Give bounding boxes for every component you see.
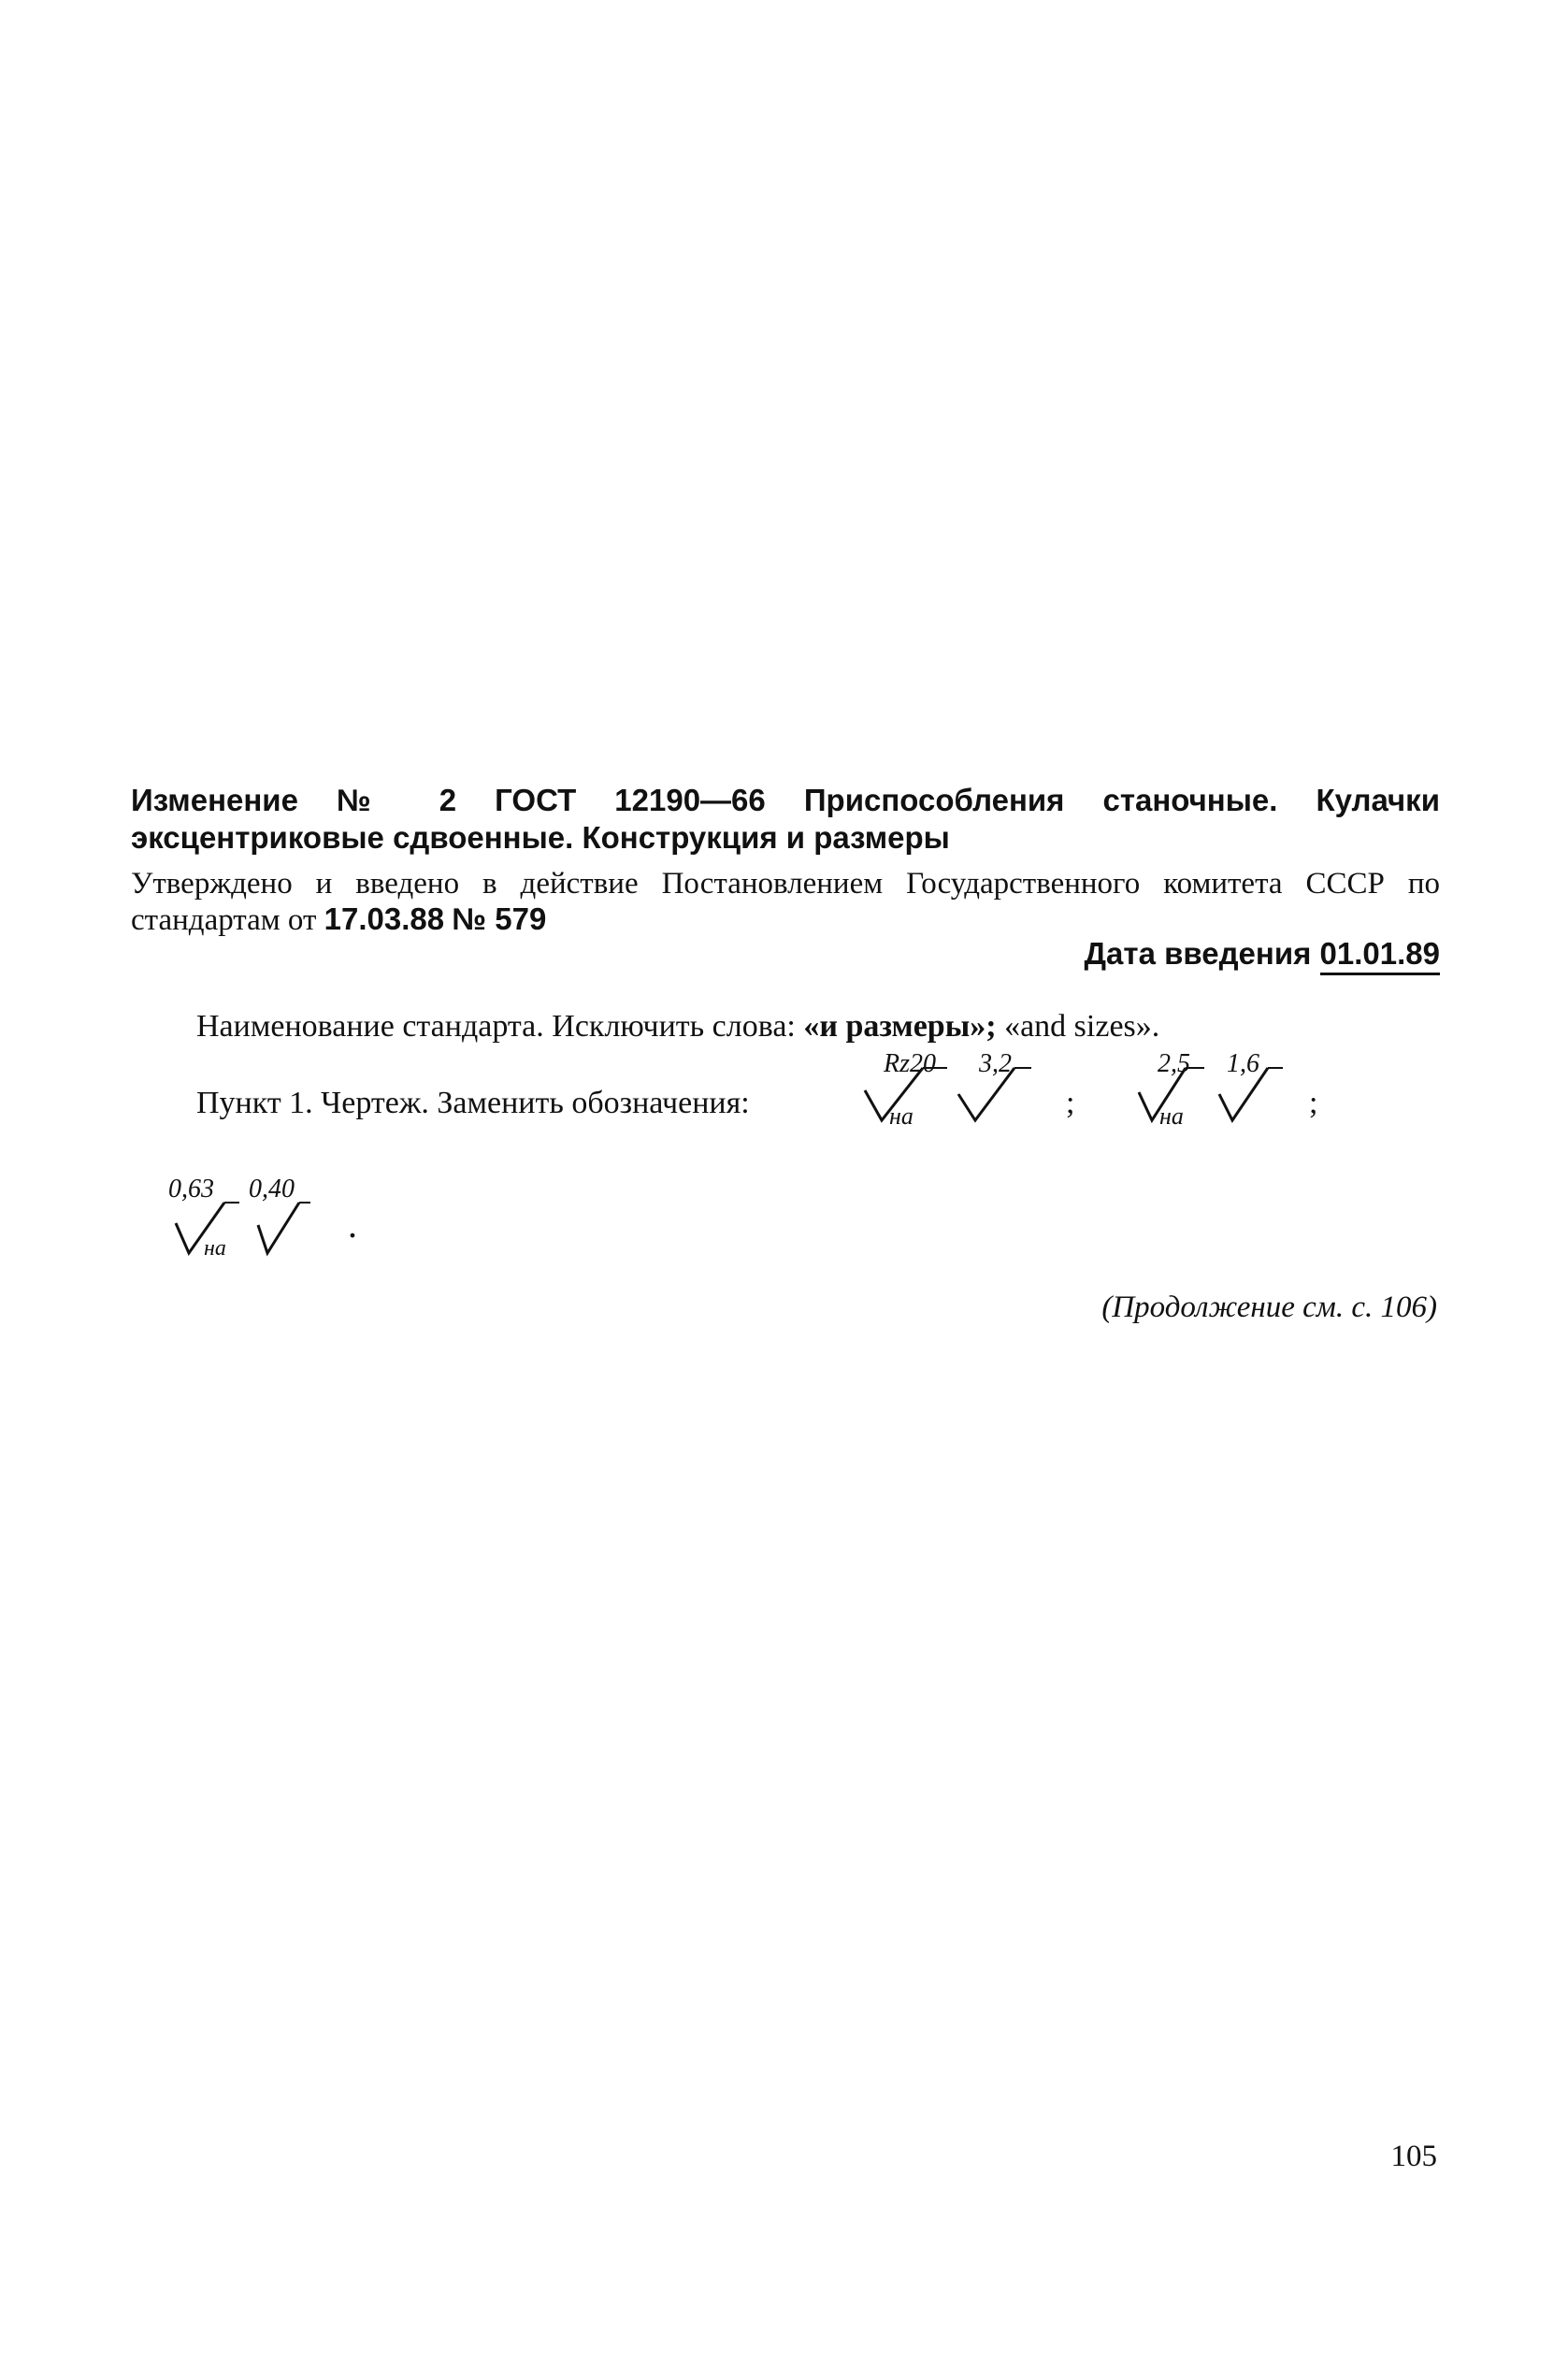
paragraph-item-1: Пункт 1. Чертеж. Заменить обозначения: bbox=[196, 1086, 750, 1120]
end-mark: . bbox=[348, 1204, 357, 1246]
approval-number: № 579 bbox=[452, 901, 547, 936]
paragraph-lead: Наименование стандарта. Исключить слова: bbox=[196, 1009, 796, 1044]
roughness-joiner: на bbox=[1159, 1103, 1184, 1130]
roughness-from-value: 2,5 bbox=[1158, 1049, 1190, 1078]
approval-note bbox=[131, 866, 1440, 938]
separator: ; bbox=[1066, 1086, 1075, 1120]
introduction-date bbox=[1085, 935, 1440, 973]
introduction-date-label: Дата введения bbox=[1084, 936, 1312, 971]
approval-text: Утверждено и введено в действие Постановлением Государственного комитета СССР по стандартам от bbox=[131, 867, 1440, 937]
roughness-to-value: 0,40 bbox=[249, 1175, 295, 1204]
roughness-joiner: на bbox=[889, 1103, 913, 1130]
excluded-words-ru: «и размеры»; bbox=[803, 1009, 997, 1044]
paragraph-standard-name bbox=[196, 1008, 1159, 1045]
roughness-joiner: на bbox=[204, 1236, 226, 1261]
roughness-symbol-3 bbox=[168, 1169, 337, 1262]
continuation-note: (Продолжение см. с. 106) bbox=[1101, 1290, 1437, 1324]
roughness-to-value: 1,6 bbox=[1227, 1049, 1259, 1078]
roughness-symbol-2 bbox=[1122, 1045, 1309, 1139]
roughness-symbol-1 bbox=[865, 1045, 1071, 1139]
separator: ; bbox=[1309, 1086, 1318, 1120]
excluded-words-en: «and sizes». bbox=[1004, 1009, 1160, 1044]
roughness-check-icon bbox=[258, 1203, 299, 1253]
approval-date: 17.03.88 bbox=[324, 901, 445, 936]
roughness-to-value: 3,2 bbox=[979, 1049, 1012, 1078]
roughness-from-value: Rz20 bbox=[884, 1049, 936, 1078]
page-number: 105 bbox=[1390, 2140, 1437, 2173]
roughness-from-value: 0,63 bbox=[168, 1175, 214, 1204]
introduction-date-value: 01.01.89 bbox=[1320, 936, 1440, 975]
amendment-title: Изменение № 2 ГОСТ 12190—66 Приспособления станочные. Кулачки эксцентриковые сдвоенные. Конструкция и размеры bbox=[131, 783, 1440, 855]
